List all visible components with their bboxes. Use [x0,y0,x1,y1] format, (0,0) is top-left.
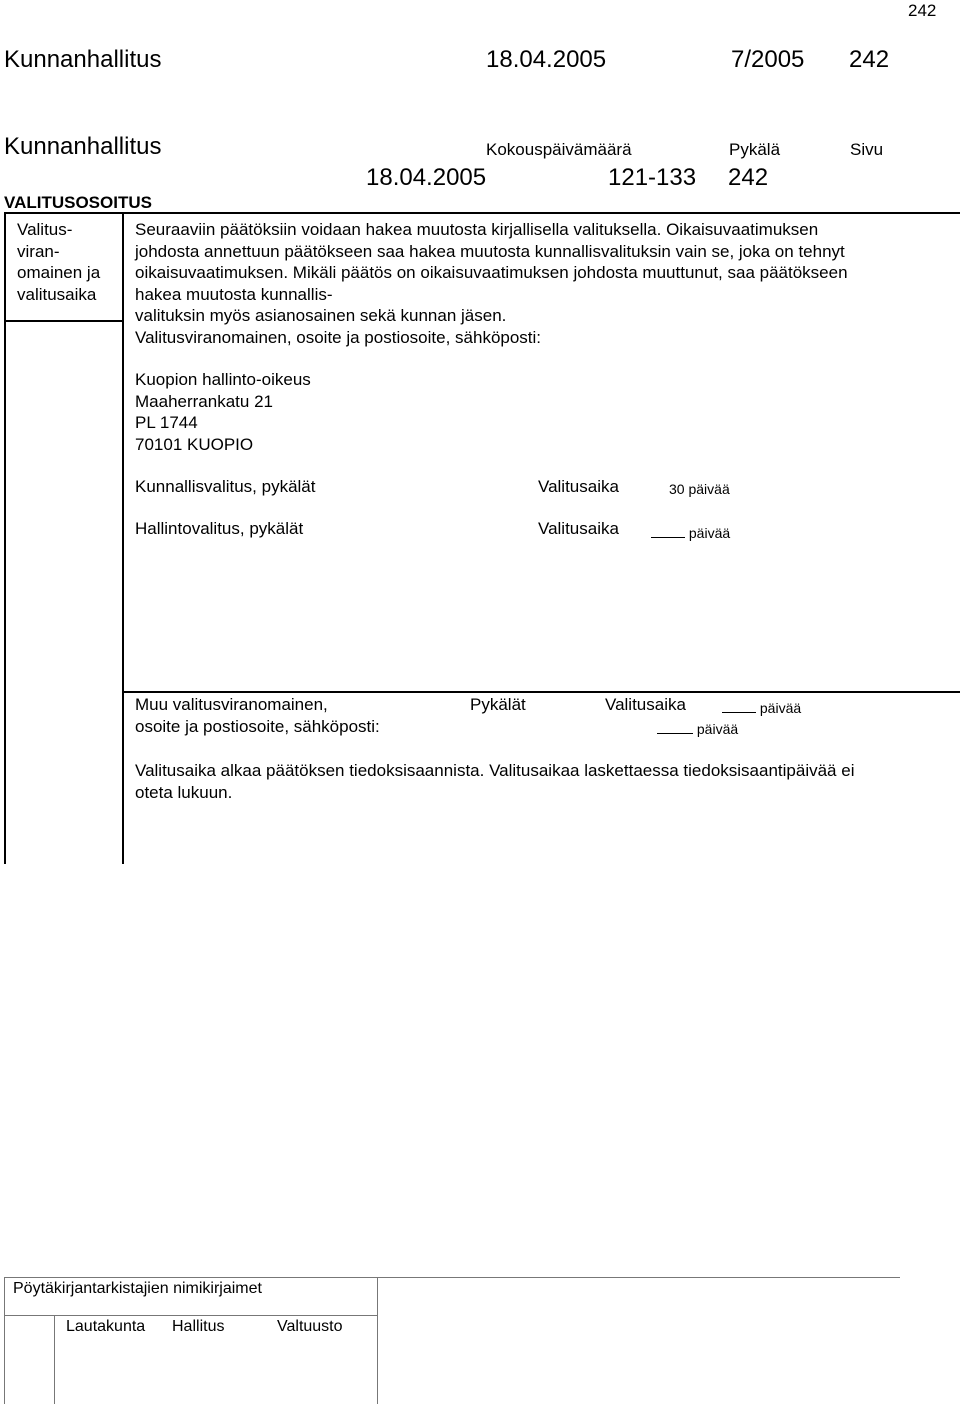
footnote-line: Valitusaika alkaa päätöksen tiedoksisaannista. Valitusaikaa laskettaessa tiedoksisaantipäivää ei [135,761,855,780]
frame-top-line [4,212,960,214]
frame-left-line [4,212,6,864]
municipal-appeal-label: Kunnallisvalitus, pykälät [135,477,316,496]
footer-left-line [4,1277,5,1404]
intro-line: johdosta annettuun päätökseen saa hakea muutosta kunnallisvalituksin vain se, joka on tehnyt [135,241,845,261]
label-meeting-date: Kokouspäivämäärä [486,140,632,159]
address-line: Maaherrankatu 21 [135,391,273,411]
appeals-bottom-line [122,691,960,693]
days-unit: päivää [688,525,731,541]
side-label-line: Valitus- [17,220,73,239]
days-unit: päivää [688,481,730,497]
footer-mid-line [4,1315,378,1316]
header-org: Kunnanhallitus [4,46,162,73]
authority-address [135,369,311,455]
administrative-appeal-period-label: Valitusaika [538,519,619,538]
days-unit: päivää [696,721,739,737]
footer-right-line [377,1277,378,1404]
other-period-label: Valitusaika [605,695,686,714]
other-period-days [722,698,801,716]
block-org: Kunnanhallitus [4,133,162,160]
side-label-line: viran- [17,241,60,261]
other-period-days-2 [657,719,738,737]
intro-line: hakea muutosta kunnallis- [135,284,333,304]
frame-divider-line [122,212,124,864]
days-unit: päivää [759,700,802,716]
intro-line: valituksin myös asianosainen sekä kunnan jäsen. [135,306,507,325]
page-number: 242 [908,1,937,20]
intro-paragraph [135,219,848,327]
footnote-line: oteta lukuun. [135,782,233,802]
block-sections: 121-133 [608,164,697,191]
other-sections-label: Pykälät [470,695,526,714]
side-label-line: valitusaika [17,284,97,304]
side-label-bottom-line [4,320,124,322]
footer-col-council: Valtuusto [277,1318,343,1335]
header-date: 18.04.2005 [486,46,607,73]
footer-title: Pöytäkirjantarkistajien nimikirjaimet [13,1280,262,1297]
municipal-appeal-days [669,481,730,497]
block-page: 242 [728,164,769,191]
address-line: PL 1744 [135,413,198,432]
days-blank [657,719,693,734]
header-minutes-number: 7/2005 [731,46,805,73]
intro-line: oikaisuvaatimuksen. Mikäli päätös on oikaisuvaatimuksen johdosta muuttunut, saa päätökseen [135,263,848,282]
header-page: 242 [849,46,890,73]
intro-line: Seuraaviin päätöksiin voidaan hakea muutosta kirjallisella valituksella. Oikaisuvaatimuksen [135,220,819,239]
document-title: VALITUSOSOITUS [4,193,152,212]
address-line: Kuopion hallinto-oikeus [135,370,311,389]
footer-col-government: Hallitus [172,1318,225,1335]
municipal-appeal-period-label: Valitusaika [538,477,619,496]
footnote [135,760,854,803]
days-blank [722,698,756,713]
footer-inner-left-line [54,1315,55,1404]
footer-col-board: Lautakunta [66,1318,146,1335]
days-value: 30 [669,481,685,497]
administrative-appeal-label: Hallintovalitus, pykälät [135,519,304,538]
address-line: 70101 KUOPIO [135,434,254,454]
other-authority-address-label: osoite ja postiosoite, sähköposti: [135,717,380,736]
side-label-line: omainen ja [17,263,101,282]
other-authority-label: Muu valitusviranomainen, [135,695,328,714]
days-blank [651,523,685,538]
side-label [17,219,100,305]
label-section: Pykälä [729,140,781,159]
administrative-appeal-days [651,523,730,541]
block-date: 18.04.2005 [366,164,487,191]
authority-heading: Valitusviranomainen, osoite ja postiosoite, sähköposti: [135,328,542,347]
footer-top-line [4,1277,900,1278]
label-page: Sivu [850,140,884,159]
